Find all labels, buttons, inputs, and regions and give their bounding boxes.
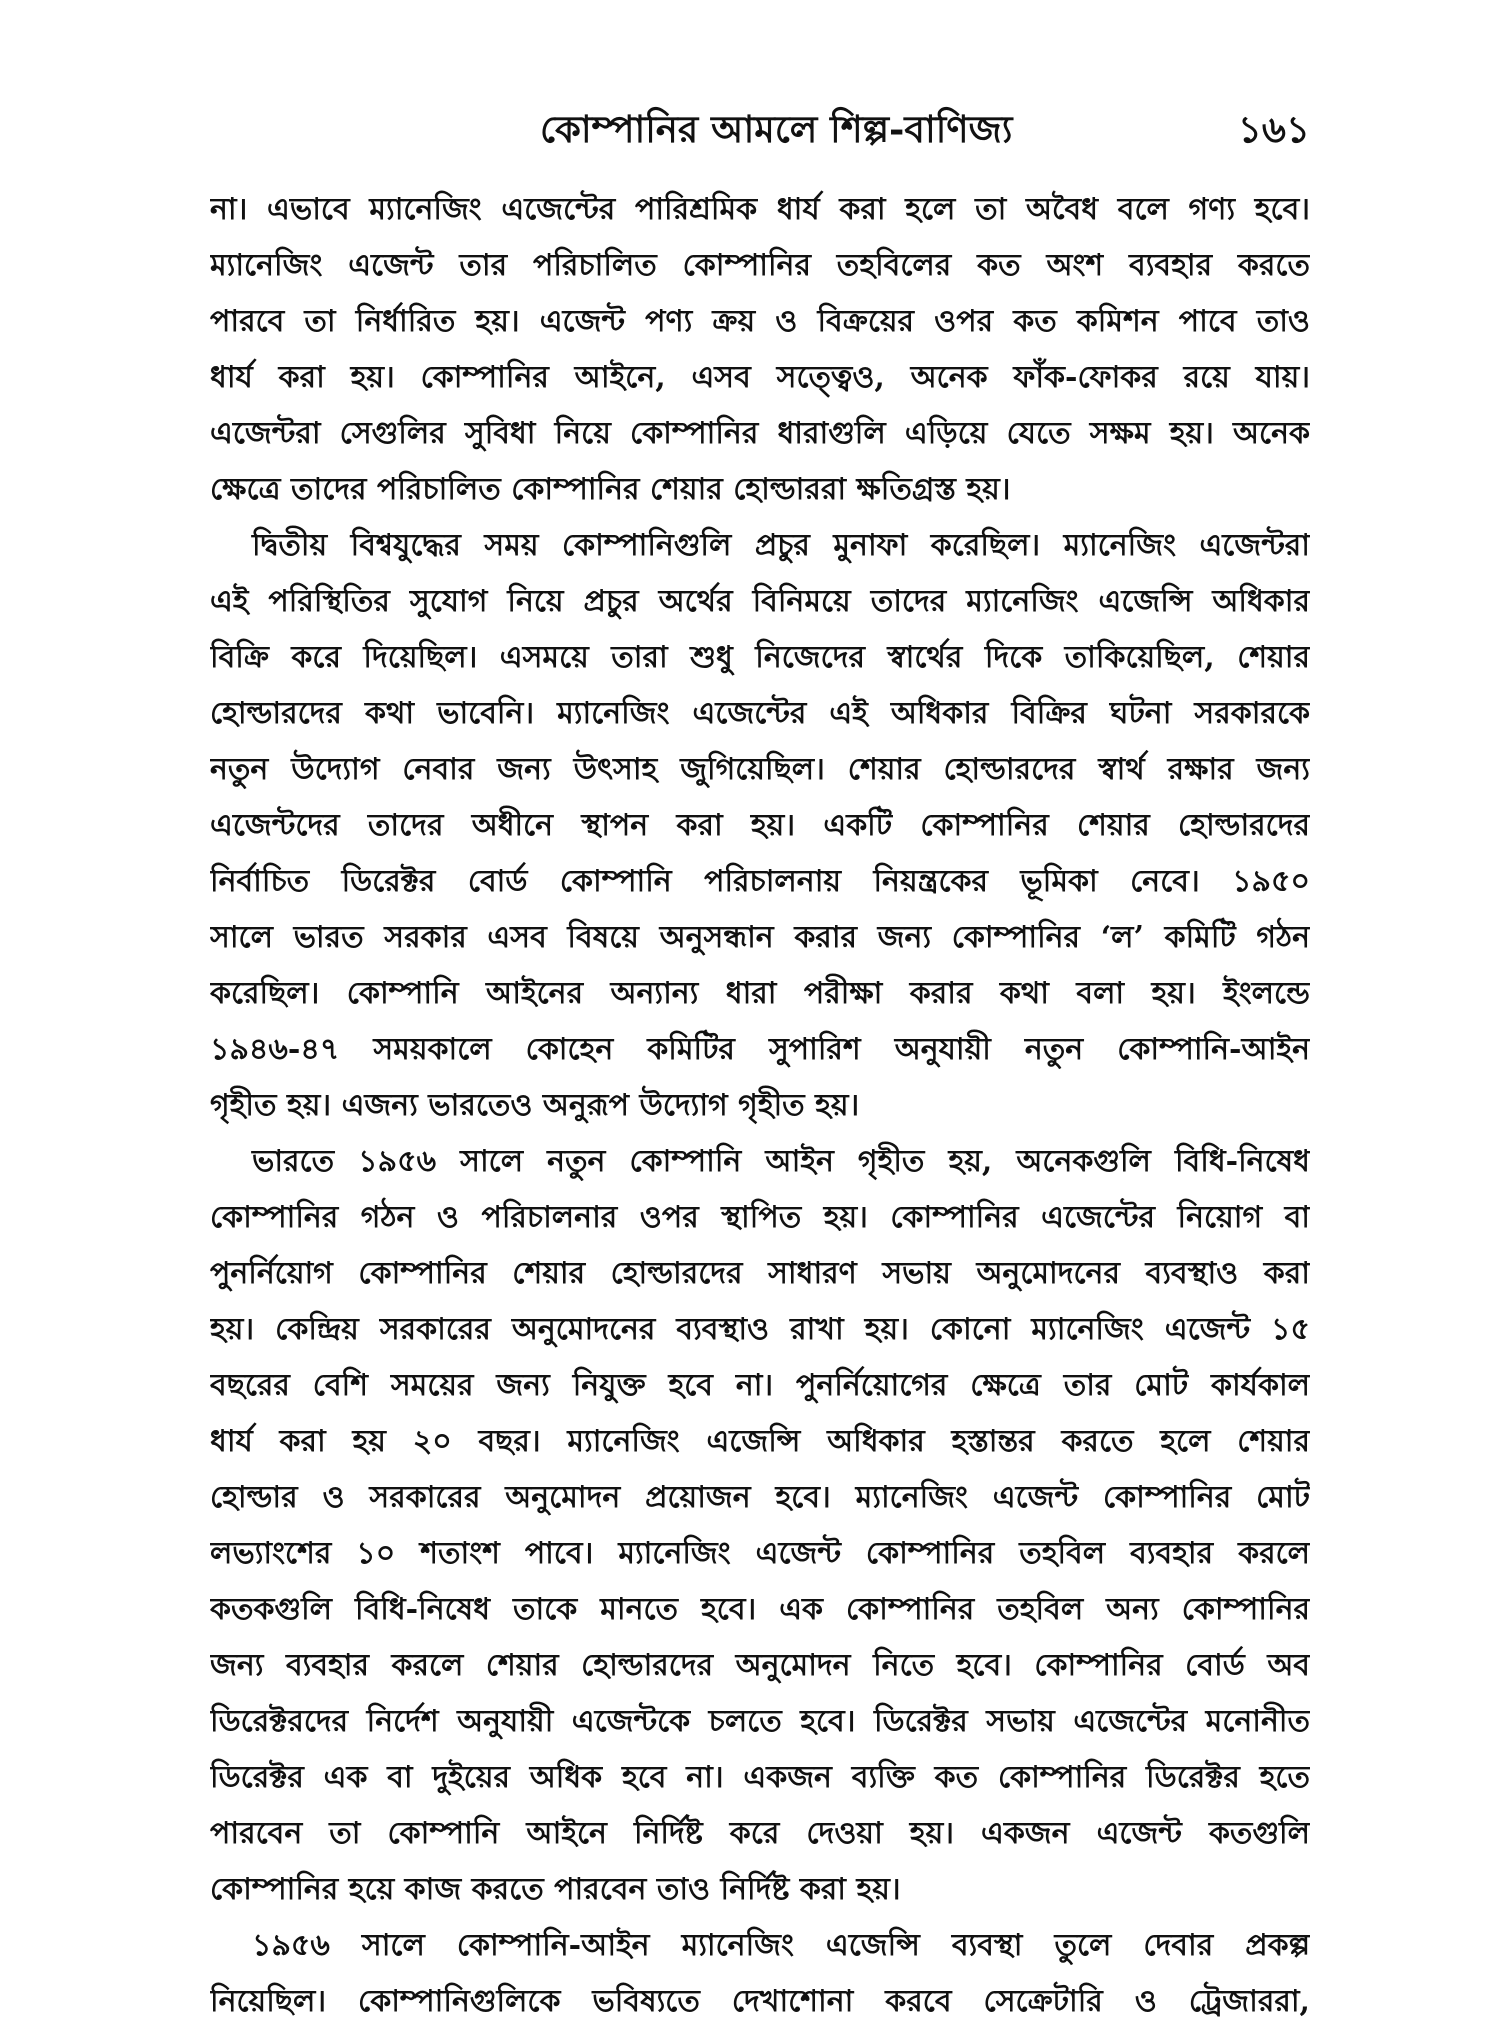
text-line: করেছিল। কোম্পানি আইনের অন্যান্য ধারা পরীক্ষা করার কথা বলা হয়। ইংলন্ডে xyxy=(210,976,1310,1011)
text-line: ডিরেক্টরদের নির্দেশ অনুযায়ী এজেন্টকে চলতে হবে। ডিরেক্টর সভায় এজেন্টের মনোনীত xyxy=(210,1704,1310,1739)
paragraph-2 xyxy=(210,518,1310,1134)
text-line: হয়। কেন্দ্রিয় সরকারের অনুমোদনের ব্যবস্থাও রাখা হয়। কোনো ম্যানেজিং এজেন্ট ১৫ xyxy=(210,1312,1310,1347)
paragraph-1 xyxy=(210,182,1310,518)
text-line: লভ্যাংশের ১০ শতাংশ পাবে। ম্যানেজিং এজেন্ট কোম্পানির তহবিল ব্যবহার করলে xyxy=(210,1536,1310,1571)
body-text xyxy=(210,182,1310,2030)
text-line: এজেন্টদের তাদের অধীনে স্থাপন করা হয়। একটি কোম্পানির শেয়ার হোল্ডারদের xyxy=(210,808,1310,843)
text-line: ক্ষেত্রে তাদের পরিচালিত কোম্পানির শেয়ার হোল্ডাররা ক্ষতিগ্রস্ত হয়। xyxy=(210,472,1011,507)
paragraph-3 xyxy=(210,1134,1310,1918)
text-line: বছরের বেশি সময়ের জন্য নিযুক্ত হবে না। পুনর্নিয়োগের ক্ষেত্রে তার মোট কার্যকাল xyxy=(210,1368,1310,1403)
text-line: কোম্পানির হয়ে কাজ করতে পারবেন তাও নির্দিষ্ট করা হয়। xyxy=(210,1872,901,1907)
text-line: পারবে তা নির্ধারিত হয়। এজেন্ট পণ্য ক্রয় ও বিক্রয়ের ওপর কত কমিশন পাবে তাও xyxy=(210,304,1310,339)
text-line: ডিরেক্টর এক বা দুইয়ের অধিক হবে না। একজন ব্যক্তি কত কোম্পানির ডিরেক্টর হতে xyxy=(210,1760,1310,1795)
text-line: বিক্রি করে দিয়েছিল। এসময়ে তারা শুধু নিজেদের স্বার্থের দিকে তাকিয়েছিল, শেয়ার xyxy=(210,640,1310,675)
text-line: কোম্পানির গঠন ও পরিচালনার ওপর স্থাপিত হয়। কোম্পানির এজেন্টের নিয়োগ বা xyxy=(210,1200,1310,1235)
text-line: জন্য ব্যবহার করলে শেয়ার হোল্ডারদের অনুমোদন নিতে হবে। কোম্পানির বোর্ড অব xyxy=(210,1648,1310,1683)
paragraph-4 xyxy=(210,1918,1310,2030)
text-line: নিয়েছিল। কোম্পানিগুলিকে ভবিষ্যতে দেখাশোনা করবে সেক্রেটারি ও ট্রেজাররা, xyxy=(210,1984,1310,2019)
text-line: সালে ভারত সরকার এসব বিষয়ে অনুসন্ধান করার জন্য কোম্পানির ‘ল’ কমিটি গঠন xyxy=(210,920,1310,955)
page-number: ১৬১ xyxy=(1237,107,1310,151)
text-line: হোল্ডার ও সরকারের অনুমোদন প্রয়োজন হবে। ম্যানেজিং এজেন্ট কোম্পানির মোট xyxy=(210,1480,1310,1515)
text-line: কতকগুলি বিধি-নিষেধ তাকে মানতে হবে। এক কোম্পানির তহবিল অন্য কোম্পানির xyxy=(210,1592,1310,1627)
text-line: ভারতে ১৯৫৬ সালে নতুন কোম্পানি আইন গৃহীত হয়, অনেকগুলি বিধি-নিষেধ xyxy=(252,1144,1310,1179)
text-line: এজেন্টরা সেগুলির সুবিধা নিয়ে কোম্পানির ধারাগুলি এড়িয়ে যেতে সক্ষম হয়। অনেক xyxy=(210,416,1310,451)
text-line: পুনর্নিয়োগ কোম্পানির শেয়ার হোল্ডারদের সাধারণ সভায় অনুমোদনের ব্যবস্থাও করা xyxy=(210,1256,1310,1291)
text-line: পারবেন তা কোম্পানি আইনে নির্দিষ্ট করে দেওয়া হয়। একজন এজেন্ট কতগুলি xyxy=(210,1816,1310,1851)
text-line: নির্বাচিত ডিরেক্টর বোর্ড কোম্পানি পরিচালনায় নিয়ন্ত্রকের ভূমিকা নেবে। ১৯৫০ xyxy=(210,864,1310,899)
text-line: ম্যানেজিং এজেন্ট তার পরিচালিত কোম্পানির তহবিলের কত অংশ ব্যবহার করতে xyxy=(210,248,1310,283)
text-line: এই পরিস্থিতির সুযোগ নিয়ে প্রচুর অর্থের বিনিময়ে তাদের ম্যানেজিং এজেন্সি অধিকার xyxy=(210,584,1310,619)
running-head xyxy=(210,100,1310,160)
text-line: হোল্ডারদের কথা ভাবেনি। ম্যানেজিং এজেন্টের এই অধিকার বিক্রির ঘটনা সরকারকে xyxy=(210,696,1310,731)
text-line: ১৯৪৬-৪৭ সময়কালে কোহেন কমিটির সুপারিশ অনুযায়ী নতুন কোম্পানি-আইন xyxy=(210,1032,1310,1067)
text-line: ধার্য করা হয় ২০ বছর। ম্যানেজিং এজেন্সি অধিকার হস্তান্তর করতে হলে শেয়ার xyxy=(210,1424,1310,1459)
text-line: দ্বিতীয় বিশ্বযুদ্ধের সময় কোম্পানিগুলি প্রচুর মুনাফা করেছিল। ম্যানেজিং এজেন্টরা xyxy=(252,528,1310,563)
text-line: নতুন উদ্যোগ নেবার জন্য উৎসাহ জুগিয়েছিল। শেয়ার হোল্ডারদের স্বার্থ রক্ষার জন্য xyxy=(210,752,1310,787)
text-line: ধার্য করা হয়। কোম্পানির আইনে, এসব সত্ত্বেও, অনেক ফাঁক-ফোকর রয়ে যায়। xyxy=(210,360,1310,395)
text-line: না। এভাবে ম্যানেজিং এজেন্টের পারিশ্রমিক ধার্য করা হলে তা অবৈধ বলে গণ্য হবে। xyxy=(210,192,1310,227)
text-line: গৃহীত হয়। এজন্য ভারতেও অনুরূপ উদ্যোগ গৃহীত হয়। xyxy=(210,1088,860,1123)
running-title: কোম্পানির আমলে শিল্প-বাণিজ্য xyxy=(540,107,1013,151)
text-line: ১৯৫৬ সালে কোম্পানি-আইন ম্যানেজিং এজেন্সি ব্যবস্থা তুলে দেবার প্রকল্প xyxy=(252,1928,1310,1963)
